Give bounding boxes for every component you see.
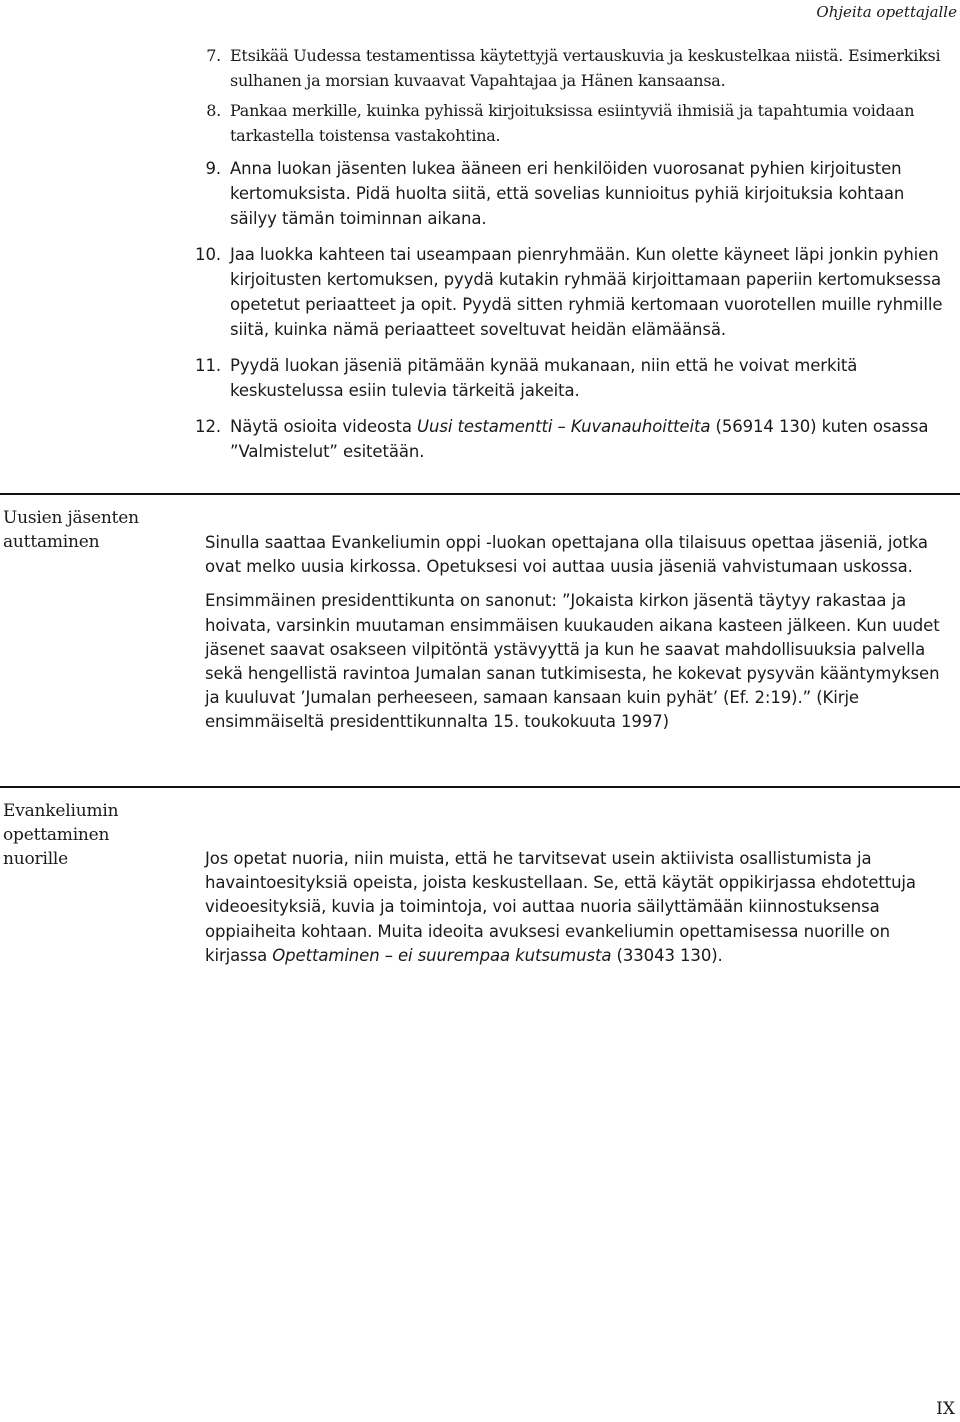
list-item-text: Anna luokan jäsenten lukea ääneen eri henkilöiden vuorosanat pyhien kirjoitusten kertomuksista. Pidä huolta siitä, että sovelias kunnioitus pyhiä kirjoituksia kohtaan säilyy tämän toiminnan aikana. (230, 159, 905, 228)
list-item-text (230, 417, 928, 461)
list-item-text-before: Näytä osioita videosta (230, 417, 418, 436)
numbered-list (188, 43, 954, 464)
section-divider (0, 786, 960, 788)
list-item-number: 7. (206, 46, 221, 65)
paragraph (205, 847, 957, 968)
list-item (188, 98, 954, 148)
section-label-new-members: Uusien jäsenten auttaminen (3, 508, 139, 552)
list-item (188, 414, 954, 464)
section-label-teaching-youth: Evankeliumin opettaminen nuorille (3, 801, 119, 869)
list-item (188, 353, 954, 403)
book-title: Opettaminen – ei suurempaa kutsumusta (272, 945, 612, 965)
list-item (188, 43, 954, 93)
list-item-number: 9. (205, 159, 221, 178)
list-item-text-after: (56914 130) kuten osassa ”Valmistelut” esitetään. (230, 417, 929, 461)
list-item (188, 242, 954, 342)
list-item-number: 8. (206, 101, 221, 120)
list-item-text: Pankaa merkille, kuinka pyhissä kirjoituksissa esiintyviä ihmisiä ja tapahtumia voidaan tarkastella toistensa vastakohtina. (230, 101, 915, 145)
paragraph: Sinulla saattaa Evankeliumin oppi -luokan opettajana olla tilaisuus opettaa jäseniä, jotka ovat melko uusia kirkossa. Opetuksesi voi auttaa uusia jäseniä vahvistumaan uskossa. (205, 533, 928, 577)
section-body-teaching-youth (205, 847, 957, 978)
list-item-number: 11. (195, 356, 221, 375)
paragraph-text-after: (33043 130). (611, 945, 723, 965)
list-item (188, 156, 954, 231)
list-item-text: Jaa luokka kahteen tai useampaan pienryhmään. Kun olette käyneet läpi jonkin pyhien kirjoitusten kertomuksen, pyydä kutakin ryhmää kirjoittamaan paperiin kertomuksessa opetetut periaatteet ja opit. Pyydä sitten ryhmiä kertomaan vuorotellen muille ryhmille siitä, kuinka nämä periaatteet soveltuvat heidän elämäänsä. (230, 245, 943, 339)
list-item-text: Etsikää Uudessa testamentissa käytettyjä vertauskuvia ja keskustelkaa niistä. Esimerkiksi sulhanen ja morsian kuvaavat Vapahtajaa ja Hänen kansaansa. (230, 46, 941, 90)
running-head: Ohjeita opettajalle (816, 3, 957, 21)
list-item-text: Pyydä luokan jäseniä pitämään kynää mukanaan, niin että he voivat merkitä keskustelussa esiin tulevia tärkeitä jakeita. (230, 356, 858, 400)
list-item-number: 12. (195, 417, 221, 436)
quote-paragraph: Ensimmäinen presidenttikunta on sanonut: ”Jokaista kirkon jäsentä täytyy rakastaa ja hoivata, varsinkin muutaman ensimmäisen kuukauden aikana kasteen jälkeen. Kun uudet jäsenet saavat osakseen vilpitöntä ystävyyttä ja kun he saavat mahdollisuuksia palvella sekä hengellistä ravintoa Jumalan sanan tutkimisesta, he kokevat pysyvän kääntymyksen ja kuuluvat ’Jumalan perheeseen, samaan kansaan kuin pyhät’ (Ef. 2:19).” (Kirje ensimmäiseltä presidenttikunnalta 15. toukokuuta 1997) (205, 591, 940, 732)
section-body-new-members (205, 531, 957, 745)
video-title: Uusi testamentti – Kuvanauhoitteita (417, 417, 711, 436)
paragraph-text-before: Jos opetat nuoria, niin muista, että he tarvitsevat usein aktiivista osallistumista ja havaintoesityksiä opeista, joista keskustellaan. Se, että käytät oppikirjassa ehdotettuja videoesityksiä, kuvia ja toimintoja, voi auttaa nuoria säilyttämään kiinnostuksensa oppiaiheita kohtaan. Muita ideoita avuksesi evankeliumin opettamisessa nuorille on kirjassa (205, 849, 916, 965)
list-item-number: 10. (195, 245, 221, 264)
section-divider (0, 493, 960, 495)
page-number: IX (936, 1399, 955, 1419)
